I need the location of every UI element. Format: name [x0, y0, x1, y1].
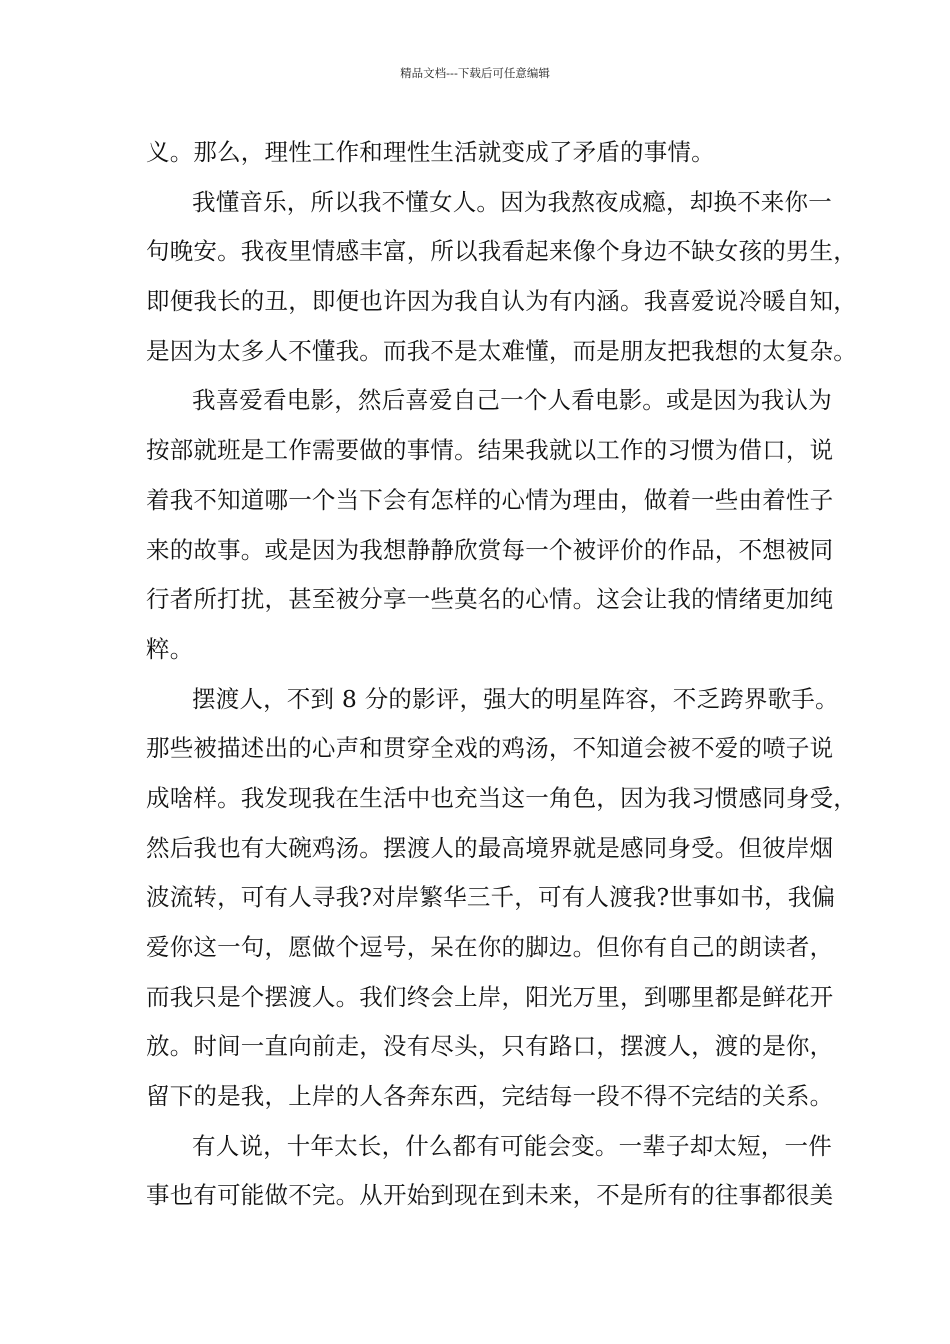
text-line: 摆渡人，不到 8 分的影评，强大的明星阵容，不乏跨界歌手。	[192, 684, 839, 713]
text-line: 爱你这一句，愿做个逗号，呆在你的脚边。但你有自己的朗读者，	[146, 933, 834, 961]
text-line: 义。那么，理性工作和理性生活就变成了矛盾的事情。	[146, 138, 715, 166]
text-line: 是因为太多人不懂我。而我不是太难懂，而是朋友把我想的太复杂。	[146, 336, 857, 365]
text-line: 按部就班是工作需要做的事情。结果我就以工作的习惯为借口，说	[146, 436, 834, 465]
page-header: 精品文档---下载后可任意编辑	[400, 66, 550, 80]
document-body	[146, 128, 857, 1221]
text-line: 句晚安。我夜里情感丰富，所以我看起来像个身边不缺女孩的男生，	[146, 237, 857, 266]
text-line: 放。时间一直向前走，没有尽头，只有路口，摆渡人，渡的是你，	[146, 1032, 834, 1061]
text-line: 即便我长的丑，即便也许因为我自认为有内涵。我喜爱说冷暖自知，	[146, 287, 857, 316]
text-line: 那些被描述出的心声和贯穿全戏的鸡汤，不知道会被不爱的喷子说	[146, 734, 834, 763]
text-line: 波流转，可有人寻我?对岸繁华三千，可有人渡我?世事如书，我偏	[146, 883, 836, 912]
text-line: 粹。	[146, 634, 194, 663]
text-line: 留下的是我，上岸的人各奔东西，完结每一段不得不完结的关系。	[146, 1082, 834, 1111]
text-line: 事也有可能做不完。从开始到现在到未来，不是所有的往事都很美	[146, 1181, 834, 1210]
text-line: 我懂音乐，所以我不懂女人。因为我熬夜成瘾，却换不来你一	[192, 187, 832, 216]
text-line: 成啥样。我发现我在生活中也充当这一角色，因为我习惯感同身受，	[146, 783, 857, 812]
text-line: 然后我也有大碗鸡汤。摆渡人的最高境界就是感同身受。但彼岸烟	[146, 833, 834, 862]
text-line: 着我不知道哪一个当下会有怎样的心情为理由，做着一些由着性子	[146, 485, 834, 514]
text-line: 行者所打扰，甚至被分享一些莫名的心情。这会让我的情绪更加纯	[146, 585, 834, 614]
text-line: 有人说，十年太长，什么都有可能会变。一辈子却太短，一件	[192, 1131, 832, 1160]
text-line: 而我只是个摆渡人。我们终会上岸，阳光万里，到哪里都是鲜花开	[146, 982, 834, 1011]
text-line: 我喜爱看电影，然后喜爱自己一个人看电影。或是因为我认为	[192, 386, 832, 415]
text-line: 来的故事。或是因为我想静静欣赏每一个被评价的作品，不想被同	[146, 535, 834, 564]
